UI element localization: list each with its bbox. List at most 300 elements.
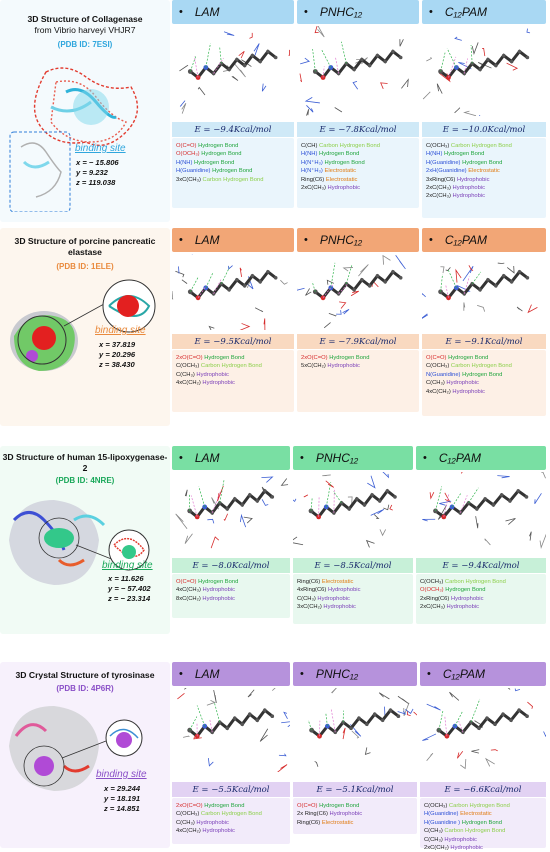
ligand-atom [240, 722, 244, 726]
residue-stick [244, 517, 252, 523]
energy-bar: E = −9.1Kcal/mol [422, 334, 546, 349]
ligand-chain [190, 491, 273, 517]
interaction-row [424, 810, 510, 818]
interaction-type: Carbon Hydrogen Bond [201, 363, 262, 369]
interaction-atom: C(OCH₃) [176, 811, 201, 817]
residue-stick [426, 57, 431, 61]
ligand-atom [381, 718, 385, 722]
section-collagenase [0, 0, 550, 222]
residue-stick [307, 109, 309, 115]
ligand-atom [525, 495, 529, 499]
binding-site-label: binding site [75, 143, 126, 154]
residue-stick [339, 302, 346, 309]
interaction-row [176, 827, 262, 835]
interaction-atom: 3xC(CH₃) [176, 177, 203, 183]
interaction-type: Hydrophobic [453, 185, 486, 191]
residue-stick [353, 81, 358, 89]
ligand-header [172, 0, 294, 24]
interaction-atom: Ring(C6) [301, 177, 326, 183]
energy-bar: E = −10.0Kcal/mol [422, 122, 546, 137]
interaction-atom: 5xC(CH₂) [301, 363, 327, 369]
interaction-type: Carbon Hydrogen Bond [203, 177, 264, 183]
bullet-dot-icon: • [423, 452, 427, 464]
ligand-atom [243, 284, 247, 288]
ligand-atom [517, 708, 521, 712]
residue-stick [464, 302, 465, 310]
ligand-atom [477, 726, 481, 730]
interaction-dash [331, 263, 335, 288]
interaction-row [426, 150, 512, 158]
ligand-atom [255, 499, 259, 503]
bullet-dot-icon: • [179, 452, 183, 464]
protein-title [2, 670, 168, 681]
interaction-type: Hydrophobic [452, 389, 485, 395]
ligand-name: LAM [195, 233, 220, 247]
residue-stick [329, 313, 336, 316]
residue-stick [306, 97, 320, 103]
ligand-chain [441, 272, 528, 298]
ligand-column-pnhc12 [297, 228, 419, 426]
ligand-atom [266, 270, 270, 274]
residue-stick [414, 712, 417, 717]
ligand-column-pnhc12 [297, 0, 419, 222]
interaction-atom: 2xH(Guanidine) [426, 168, 468, 174]
protein-title-bold: 3D Crystal Structure of tyrosinase [16, 670, 155, 680]
residue-stick [381, 83, 388, 89]
ligand-name: LAM [195, 451, 220, 465]
interaction-row [426, 379, 512, 387]
ligand-chain [315, 52, 400, 78]
interaction-row [420, 586, 506, 594]
ligand-atom [391, 270, 395, 274]
residue-stick [542, 472, 546, 478]
residue-stick [209, 326, 214, 330]
interaction-type: Carbon Hydrogen Bond [201, 811, 262, 817]
ligand-atom [188, 69, 193, 74]
residue-stick [305, 288, 311, 295]
residue-stick [248, 690, 254, 697]
interaction-type: Hydrophobic [202, 828, 235, 834]
interaction-type: Carbon Hydrogen Bond [449, 803, 510, 809]
interaction-dash [441, 53, 445, 72]
ligand-header [416, 446, 546, 470]
interaction-atom: H(NH) [176, 160, 194, 166]
interaction-row [426, 388, 512, 396]
residue-stick [240, 323, 250, 330]
interaction-type: Hydrogen Bond [324, 160, 364, 166]
interaction-row [301, 142, 380, 150]
interaction-type: Hydrogen Bond [204, 803, 244, 809]
residue-stick [486, 759, 495, 767]
residue-stick [476, 516, 478, 528]
coord-y: y = 9.232 [76, 168, 119, 178]
interaction-dash [313, 49, 316, 71]
ligand-name: PNHC₁₂ [320, 233, 362, 247]
residue-stick [293, 498, 296, 502]
coord-x: x = − 15.806 [76, 158, 119, 168]
interaction-row [426, 371, 512, 379]
ligand-chain [441, 52, 528, 78]
ligand-stick-model [172, 26, 294, 116]
residue-stick [505, 518, 515, 524]
interaction-type: Electrostatic [460, 811, 492, 817]
residue-stick [297, 288, 305, 291]
interaction-type: Hydrophobic [450, 845, 483, 851]
interaction-type: Hydrophobic [202, 596, 235, 602]
interaction-type: Hydrogen Bond [198, 579, 238, 585]
interaction-row [301, 150, 380, 158]
residue-stick [460, 759, 466, 768]
residue-stick [482, 48, 485, 56]
ligand-column-lam [172, 228, 294, 426]
ligand-atom [397, 714, 401, 718]
coord-y: y = 18.191 [104, 794, 140, 804]
ligand-atom [516, 489, 520, 493]
ligand-atom [391, 50, 395, 54]
residue-stick [207, 700, 215, 705]
ligand-stick-model [420, 688, 546, 772]
residue-stick [540, 534, 546, 548]
interaction-type: Electrostatic [322, 579, 354, 585]
residue-stick [327, 280, 333, 284]
residue-stick [249, 33, 252, 38]
interaction-row [301, 167, 380, 175]
ligand-name: PNHC₁₂ [316, 451, 358, 465]
residue-stick [485, 539, 491, 545]
energy-bar: E = −9.4Kcal/mol [172, 122, 294, 137]
interaction-type: Hydrophobic [327, 363, 360, 369]
energy-bar: E = −5.5Kcal/mol [172, 782, 290, 797]
interaction-type: Hydrogen Bond [444, 151, 484, 157]
interaction-type: Hydrogen Bond [212, 168, 252, 174]
pdb-id: (PDB ID: 4P6R) [0, 684, 170, 693]
ligand-atom [501, 712, 505, 716]
interaction-row [176, 159, 263, 167]
residue-stick [471, 750, 479, 753]
residue-stick [262, 499, 268, 505]
coord-x: x = 29.244 [104, 784, 140, 794]
ligand-atom [258, 280, 262, 284]
residue-stick [208, 758, 213, 766]
interaction-atom: H(N⁺H₃) [301, 168, 324, 174]
interaction-row [176, 802, 262, 810]
ligand-atom [349, 726, 353, 730]
interaction-atom: O(C=O) [176, 579, 198, 585]
interaction-dash [472, 272, 481, 284]
interaction-atom: 2xC(CH₃) [420, 604, 447, 610]
interaction-row [301, 159, 380, 167]
residue-stick [374, 514, 378, 518]
residue-stick [423, 92, 430, 99]
ligand-header [172, 662, 290, 686]
interaction-row [297, 603, 360, 611]
interaction-type: Hydrogen Bond [319, 803, 359, 809]
residue-stick [497, 476, 509, 478]
residue-stick [344, 267, 353, 271]
ligand-header [172, 228, 294, 252]
ligand-atom [386, 489, 390, 493]
binding-site-coords [104, 784, 140, 814]
bullet-dot-icon: • [300, 668, 304, 680]
residue-stick [351, 291, 359, 296]
ligand-atom [500, 493, 504, 497]
interaction-atom: H(NH) [301, 151, 319, 157]
coord-x: x = 11.626 [108, 574, 151, 584]
residue-stick [224, 514, 228, 520]
residue-stick [455, 37, 462, 40]
interaction-atom: 2xC(CH₂) [424, 845, 450, 851]
ligand-atom [526, 276, 530, 280]
interaction-type: Carbon Hydrogen Bond [451, 143, 512, 149]
residue-stick [224, 32, 234, 36]
ligand-atom [383, 280, 387, 284]
residue-stick [306, 105, 313, 112]
residue-stick [380, 529, 386, 535]
residue-stick [437, 84, 442, 94]
interaction-row [176, 379, 262, 387]
interaction-dash [321, 49, 330, 67]
binding-site-coords [99, 340, 135, 370]
residue-stick [207, 519, 214, 523]
ligand-stick-model [422, 26, 546, 116]
interaction-dash [190, 277, 198, 292]
residue-stick [284, 712, 288, 719]
protein-title-bold: 3D Structure of Collagenase [27, 14, 142, 24]
residue-stick [324, 323, 330, 328]
interaction-atom: 3xRing(C6) [426, 177, 457, 183]
interaction-type: Hydrogen Bond [445, 587, 485, 593]
interaction-row [426, 159, 512, 167]
residue-stick [517, 307, 522, 311]
ligand-stick-model [297, 26, 419, 116]
interaction-type: Hydrophobic [196, 820, 229, 826]
ligand-atom [355, 497, 359, 501]
residue-stick [358, 264, 368, 276]
ligand-atom [378, 499, 382, 503]
residue-stick [279, 754, 286, 756]
ligand-atom [352, 68, 356, 72]
residue-stick [457, 751, 462, 758]
interaction-type: Hydrophobic [328, 185, 361, 191]
ligand-header [422, 0, 546, 24]
interaction-row [176, 586, 238, 594]
energy-bar: E = −8.5Kcal/mol [293, 558, 413, 573]
interaction-atom: 4xC(CH₃) [176, 587, 203, 593]
interaction-row [176, 810, 262, 818]
residue-stick [254, 44, 259, 56]
coord-z: z = 14.851 [104, 804, 140, 814]
interaction-row [420, 595, 506, 603]
ligand-atom [195, 515, 200, 520]
residue-stick [281, 721, 290, 727]
interaction-atom: 3xC(CH₂) [297, 604, 323, 610]
residue-stick [260, 729, 268, 742]
residue-stick [529, 532, 531, 541]
interaction-type: Carbon Hydrogen Bond [319, 143, 380, 149]
residue-stick [335, 107, 342, 111]
interaction-type: Electrostatic [468, 168, 500, 174]
interaction-atom: O(OCH₃) [420, 587, 445, 593]
interaction-type: Hydrophobic [203, 587, 236, 593]
interaction-type: Hydrogen Bond [319, 151, 359, 157]
interaction-row [426, 176, 512, 184]
residue-stick [182, 280, 187, 284]
interaction-atom: 2xC(CH₃) [426, 193, 453, 199]
ligand-atom [360, 58, 364, 62]
residue-stick [175, 271, 183, 277]
residue-stick [430, 492, 434, 498]
ligand-atom [486, 278, 490, 282]
interaction-row [301, 176, 380, 184]
interaction-dash [220, 479, 224, 503]
ligand-name: C₁₂PAM [445, 5, 487, 19]
ligand-atom [486, 58, 490, 62]
ligand-atom [235, 58, 239, 62]
ligand-header [422, 228, 546, 252]
interaction-type: Hydrogen Bond [204, 355, 244, 361]
interaction-list [176, 802, 262, 836]
pdb-id: (PDB ID: 1ELE) [0, 262, 170, 271]
interaction-atom: 2xO(C=O) [301, 355, 329, 361]
energy-bar: E = −8.0Kcal/mol [172, 558, 290, 573]
interaction-list [176, 142, 263, 184]
residue-stick [214, 690, 217, 703]
ligand-atom [389, 708, 393, 712]
ligand-atom [373, 712, 377, 716]
residue-stick [427, 704, 441, 710]
ligand-atom [225, 507, 229, 511]
interaction-row [176, 578, 238, 586]
interaction-dash [455, 711, 463, 726]
ligand-stick-model [293, 688, 417, 772]
ligand-column-c12pam [422, 0, 546, 222]
interaction-atom: C(OCH₃) [176, 363, 201, 369]
interaction-dash [220, 47, 222, 64]
residue-stick [261, 477, 272, 483]
residue-stick [183, 736, 189, 737]
residue-stick [343, 309, 349, 314]
residue-stick [528, 305, 537, 313]
ligand-atom [478, 68, 482, 72]
residue-stick [262, 84, 266, 92]
ligand-chain [312, 710, 399, 736]
residue-stick [427, 753, 433, 760]
binding-site-coords [108, 574, 151, 604]
interaction-atom: C(CH) [301, 143, 319, 149]
protein-ribbon-image [4, 696, 164, 796]
ligand-atom [227, 288, 231, 292]
interaction-row [297, 810, 362, 818]
ligand-atom [263, 489, 267, 493]
interaction-row [424, 827, 510, 835]
interaction-type: Electrostatic [324, 168, 356, 174]
interaction-type: Hydrogen Bond [329, 355, 369, 361]
interaction-row [297, 578, 360, 586]
interaction-type: Hydrophobic [323, 604, 356, 610]
ligand-stick-model [172, 254, 294, 330]
interaction-dash [441, 274, 443, 292]
interaction-dash [206, 273, 213, 288]
interaction-type: Hydrophobic [328, 587, 361, 593]
residue-stick [322, 475, 330, 476]
interaction-list [176, 354, 262, 388]
ligand-column-lam [172, 0, 294, 222]
residue-stick [185, 490, 187, 496]
residue-stick [396, 255, 406, 269]
interaction-type: Hydrophobic [447, 604, 480, 610]
energy-bar: E = −5.1Kcal/mol [293, 782, 417, 797]
interaction-atom: H(NH) [426, 151, 444, 157]
protein-ribbon-image [6, 52, 166, 212]
interaction-atom: C(CH₃) [176, 820, 196, 826]
ligand-atom [441, 515, 446, 520]
residue-stick [381, 472, 389, 477]
ligand-atom [461, 730, 465, 734]
residue-stick [272, 688, 280, 691]
ligand-atom [365, 722, 369, 726]
ligand-header [172, 446, 290, 470]
residue-stick [515, 689, 520, 691]
residue-stick [300, 58, 309, 64]
interaction-dash [447, 48, 456, 67]
ligand-chain [190, 52, 275, 78]
ligand-atom [376, 274, 380, 278]
ligand-column-c12pam [416, 446, 546, 634]
protein-title-bold: 3D Structure of human 15-lipoxygenase-2 [3, 452, 168, 473]
ligand-atom [225, 726, 229, 730]
residue-stick [371, 509, 384, 515]
ligand-stick-model [416, 472, 546, 550]
ligand-header [297, 228, 419, 252]
interaction-type: Hydrophobic [457, 177, 490, 183]
interaction-atom: 2x Ring(C6) [297, 811, 330, 817]
interaction-atom: 4xC(CH₂) [176, 828, 202, 834]
binding-site-label: binding site [95, 325, 146, 336]
ligand-atom [235, 278, 239, 282]
residue-stick [367, 476, 375, 488]
interaction-dash [221, 268, 229, 284]
interaction-dash [206, 43, 211, 67]
interaction-atom: 2xC(CH₃) [426, 185, 453, 191]
residue-stick [315, 761, 318, 766]
interaction-list [301, 354, 369, 371]
residue-stick [507, 63, 518, 70]
interaction-atom: 2xRing(C6) [420, 596, 451, 602]
interaction-dash [197, 706, 205, 727]
interaction-dash [439, 711, 443, 731]
residue-stick [390, 505, 393, 510]
interaction-atom: C(CH₃) [297, 596, 317, 602]
ligand-atom [240, 503, 244, 507]
ligand-name: C₁₂PAM [439, 451, 481, 465]
residue-stick [383, 505, 388, 510]
ligand-atom [494, 284, 498, 288]
ligand-atom [454, 65, 459, 70]
section-tyrosinase [0, 662, 550, 848]
coord-y: y = 20.296 [99, 350, 135, 360]
interaction-row [176, 362, 262, 370]
interaction-type: Hydrogen Bond [462, 820, 502, 826]
ligand-name: C₁₂PAM [445, 233, 487, 247]
interaction-type: Electrostatic [326, 177, 358, 183]
ligand-atom [357, 716, 361, 720]
ligand-atom [376, 54, 380, 58]
residue-stick [535, 493, 542, 503]
interaction-type: Hydrogen Bond [462, 372, 502, 378]
interaction-row [176, 150, 263, 158]
ligand-atom [502, 274, 506, 278]
interaction-list [420, 578, 506, 612]
